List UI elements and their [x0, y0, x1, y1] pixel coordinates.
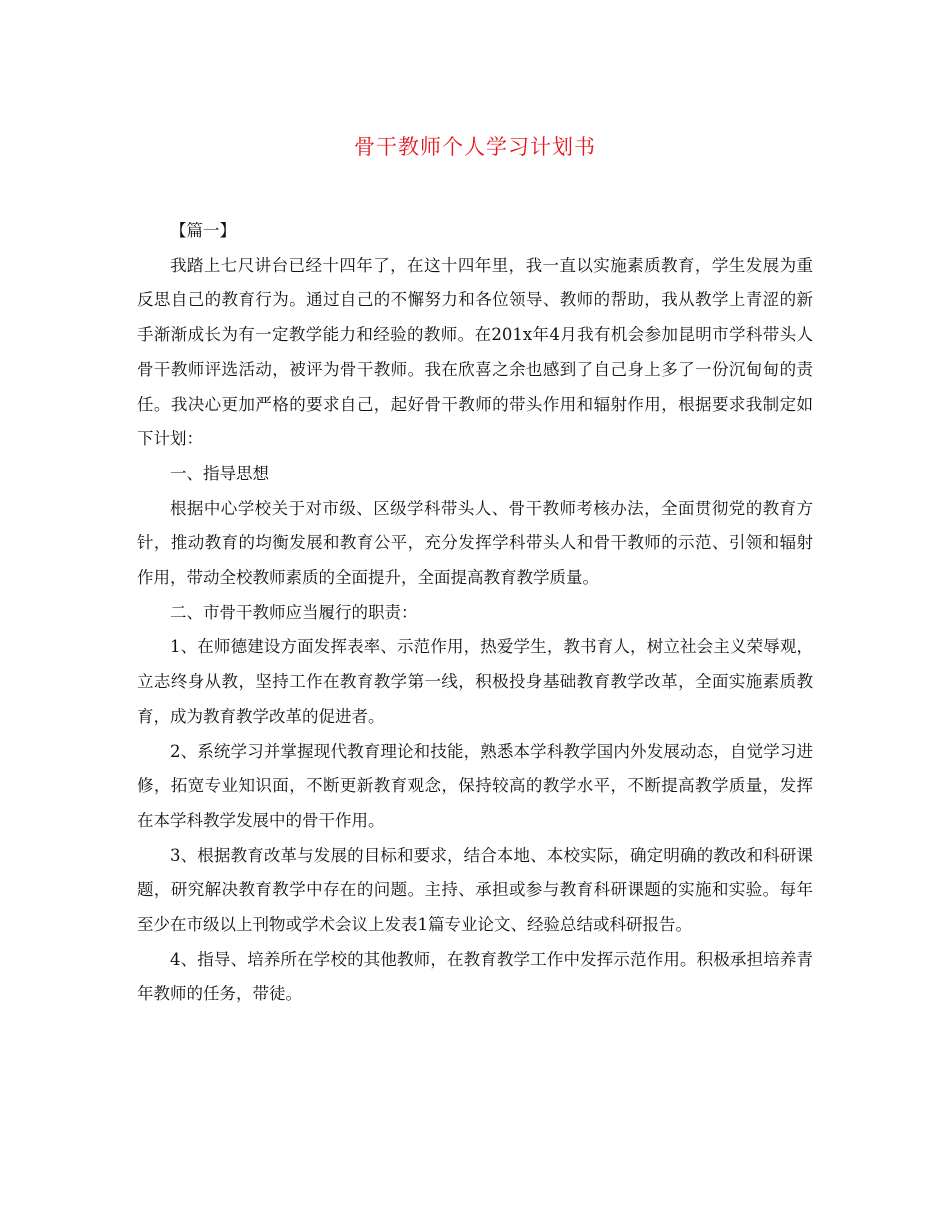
- duty-item-3: 3、根据教育改革与发展的目标和要求，结合本地、本校实际，确定明确的教改和科研课题，研究解决教育教学中存在的问题。主持、承担或参与教育科研课题的实施和实验。每年至少在市级以上刊物或学术会议上发表1篇专业论文、经验总结或科研报告。: [137, 845, 813, 935]
- section-heading-part-one: 【篇一】: [170, 221, 236, 240]
- section-heading-guiding-ideology: 一、指导思想: [170, 463, 269, 483]
- section-heading-duties: 二、市骨干教师应当履行的职责：: [170, 602, 418, 622]
- intro-paragraph: 我踏上七尺讲台已经十四年了，在这十四年里，我一直以实施素质教育，学生发展为重反思自己的教育行为。通过自己的不懈努力和各位领导、教师的帮助，我从教学上青涩的新手渐渐成长为有一定教学能力和经验的教师。在201x年4月我有机会参加昆明市学科带头人骨干教师评选活动，被评为骨干教师。我在欣喜之余也感到了自己身上多了一份沉甸甸的责任。我决心更加严格的要求自己，起好骨干教师的带头作用和辐射作用，根据要求我制定如下计划：: [137, 255, 813, 449]
- duty-item-1: 1、在师德建设方面发挥表率、示范作用，热爱学生，教书育人，树立社会主义荣辱观，立志终身从教，坚持工作在教育教学第一线，积极投身基础教育教学改革，全面实施素质教育，成为教育教学改革的促进者。: [137, 637, 813, 726]
- duty-item-2: 2、系统学习并掌握现代教育理论和技能，熟悉本学科教学国内外发展动态，自觉学习进修，拓宽专业知识面，不断更新教育观念，保持较高的教学水平，不断提高教学质量，发挥在本学科教学发展中的骨干作用。: [137, 741, 813, 830]
- guiding-ideology-paragraph: 根据中心学校关于对市级、区级学科带头人、骨干教师考核办法，全面贯彻党的教育方针，推动教育的均衡发展和教育公平，充分发挥学科带头人和骨干教师的示范、引领和辐射作用，带动全校教师素质的全面提升，全面提高教育教学质量。: [137, 498, 813, 588]
- duty-item-4: 4、指导、培养所在学校的其他教师，在教育教学工作中发挥示范作用。积极承担培养青年教师的任务，带徒。: [137, 949, 813, 1004]
- document-body: [137, 214, 813, 1012]
- document-title: 骨干教师个人学习计划书: [354, 135, 596, 159]
